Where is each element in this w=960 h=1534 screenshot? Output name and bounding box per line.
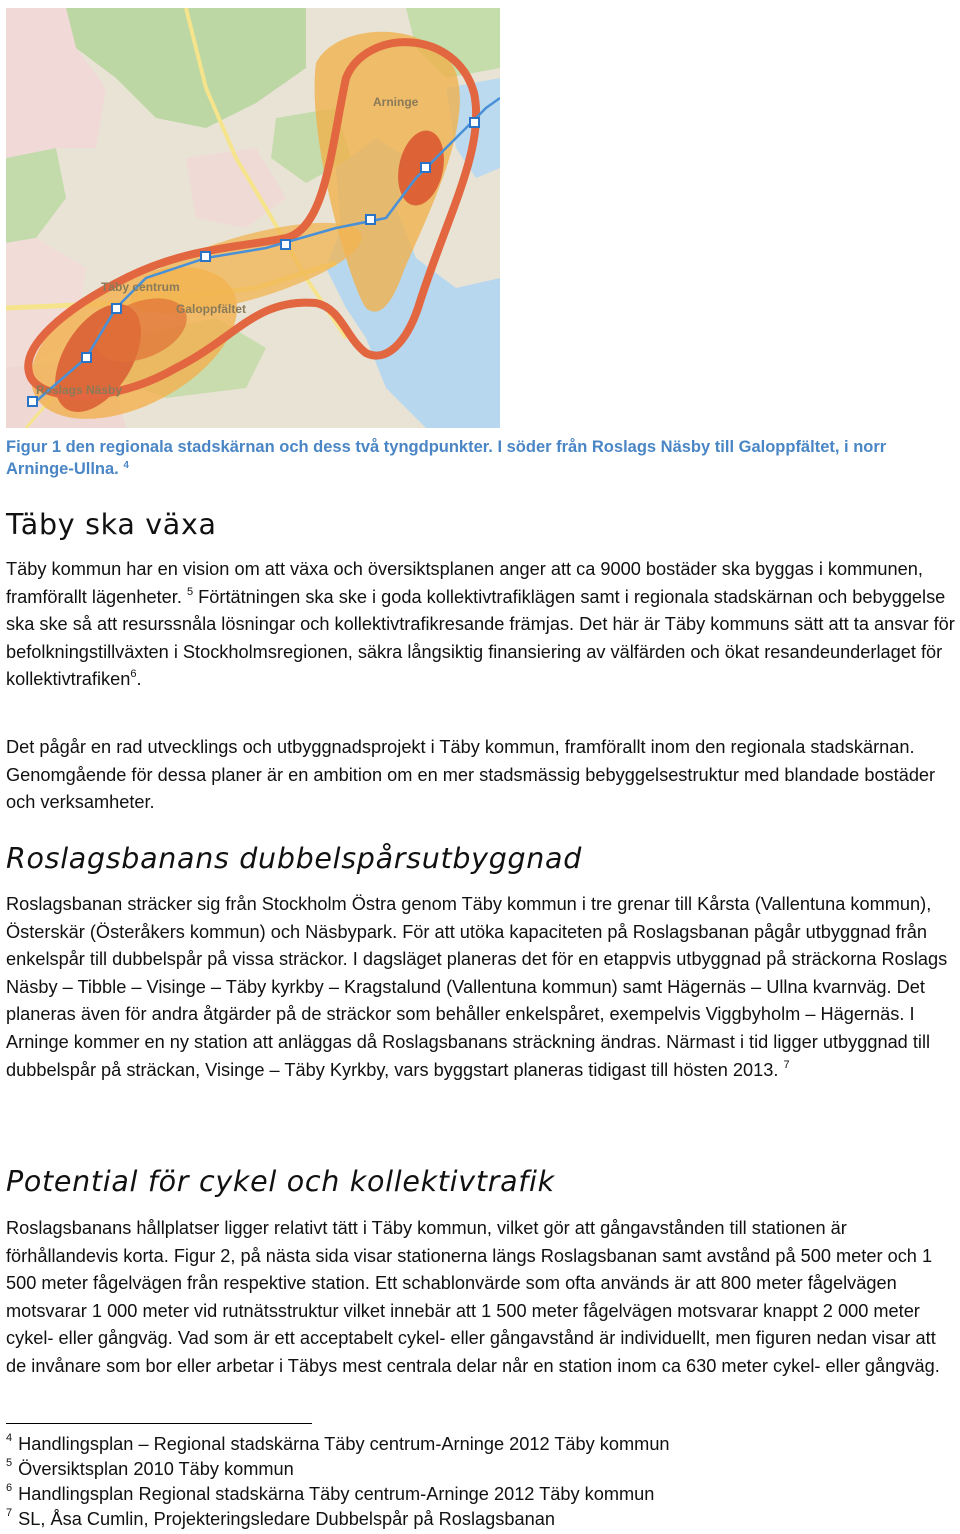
paragraph xyxy=(6,556,958,694)
map-image xyxy=(6,8,500,428)
paragraph-text: Förtätningen ska ske i goda kollektivtrafiklägen samt i regionala stadskärnan och bebyggelse ska ske så att resurssnåla lösningar och kollektivtrafikresande främjas. Det här är Täby kommuns sätt att ta ansvar för befolkningstillväxten i Stockholmsregionen, säkra långsiktig finansiering av välfärden och ökat resandeunderlaget för kollektivtrafiken xyxy=(6,586,955,690)
footnote-text: Handlingsplan Regional stadskärna Täby centrum-Arninge 2012 Täby kommun xyxy=(18,1484,655,1504)
map-figure xyxy=(6,8,500,428)
paragraph-text: Täby kommun har en vision om att växa och översiktsplanen anger att ca 9000 bostäder ska byggas i kommunen, framförallt lägenheter. xyxy=(6,559,923,607)
section-heading: Potential för cykel och kollektivtrafik xyxy=(6,1165,555,1198)
paragraph xyxy=(6,891,958,1084)
footnote-ref: 5 xyxy=(186,585,194,598)
paragraph-text: Roslagsbanan sträcker sig från Stockholm Östra genom Täby kommun i tre grenar till Kårsta (Vallentuna kommun), Österskär (Österåkers kommun) och Näsbypark. För att utöka kapaciteten på Roslagsbanan pågår utbyggnad från enkelspår till dubbelspår på vissa sträckor. I dagsläget planeras det för en etappvis utbyggnad på sträckorna Roslags Näsby – Tibble – Visinge – Täby kyrkby – Kragstalund (Vallentuna kommun) samt Hägernäs – Ullna kvarnväg. Det planeras även för andra åtgärder på de sträckor som behåller enkelspåret, exempelvis Viggbyholm – Hägernäs. I Arninge kommer en ny station att anläggas då Roslagsbanans sträckning ändras. Närmast i tid ligger utbyggnad till dubbelspår på sträckan, Visinge – Täby Kyrkby, vars byggstart planeras tidigast till hösten 2013. xyxy=(6,894,948,1080)
footnote xyxy=(6,1508,555,1530)
map-label-roslags-nasby: Roslags Näsby xyxy=(36,383,123,397)
figure-caption xyxy=(6,436,946,480)
section-heading: Täby ska växa xyxy=(6,508,217,541)
paragraph-text: Roslagsbanans hållplatser ligger relativt tätt i Täby kommun, vilket gör att gångavstånden till stationen är förhållandevis korta. Figur 2, på nästa sida visar stationerna längs Roslagsbanan samt avstånd på 500 meter och 1 500 meter fågelvägen från respektive station. Ett schablonvärde som ofta används är att 800 meter fågelvägen motsvarar 1 000 meter vid rutnätsstruktur vilket innebär att 1 500 meter fågelvägen motsvarar knappt 2 000 meter cykel- eller gångväg. Vad som är ett acceptabelt cykel- eller gångavstånd är individuellt, men figuren nedan visar att de invånare som bor eller arbetar i Täbys mest centrala delar når en station inom ca 630 meter cykel- eller gångväg. xyxy=(6,1218,940,1376)
paragraph-text: . xyxy=(136,669,142,690)
footnote-text: Handlingsplan – Regional stadskärna Täby centrum-Arninge 2012 Täby kommun xyxy=(18,1434,670,1454)
map-label-galoppfaltet: Galoppfältet xyxy=(176,302,247,316)
footnote-ref: 7 xyxy=(783,1058,790,1071)
footnote-number: 5 xyxy=(6,1457,13,1469)
footnote-number: 7 xyxy=(6,1507,13,1519)
footnote-text: SL, Åsa Cumlin, Projekteringsledare Dubbelspår på Roslagsbanan xyxy=(18,1509,555,1529)
paragraph-text: Det pågår en rad utvecklings och utbyggnadsprojekt i Täby kommun, framförallt inom den regionala stadskärnan. Genomgående för dessa planer är en ambition om en mer stadsmässig bebyggelsestruktur med blandade bostäder och verksamheter. xyxy=(6,737,936,813)
paragraph xyxy=(6,734,958,817)
footnote xyxy=(6,1433,670,1455)
footnote xyxy=(6,1458,294,1480)
footnote-number: 6 xyxy=(6,1482,13,1494)
map-label-arninge: Arninge xyxy=(373,95,419,109)
section-heading: Roslagsbanans dubbelspårsutbyggnad xyxy=(6,842,583,875)
footnote-text: Översiktsplan 2010 Täby kommun xyxy=(18,1459,294,1479)
map-label-taby-centrum: Täby centrum xyxy=(101,280,180,294)
footnote-number: 4 xyxy=(6,1432,13,1444)
footnote-divider xyxy=(6,1423,312,1424)
paragraph xyxy=(6,1215,958,1381)
figure-caption-text: Figur 1 den regionala stadskärnan och dess två tyngdpunkter. I söder från Roslags Näsby till Galoppfältet, i norr Arninge-Ullna. xyxy=(6,438,887,478)
footnote-ref: 4 xyxy=(123,460,129,471)
footnote-ref: 6 xyxy=(130,668,137,681)
footnote xyxy=(6,1483,654,1505)
